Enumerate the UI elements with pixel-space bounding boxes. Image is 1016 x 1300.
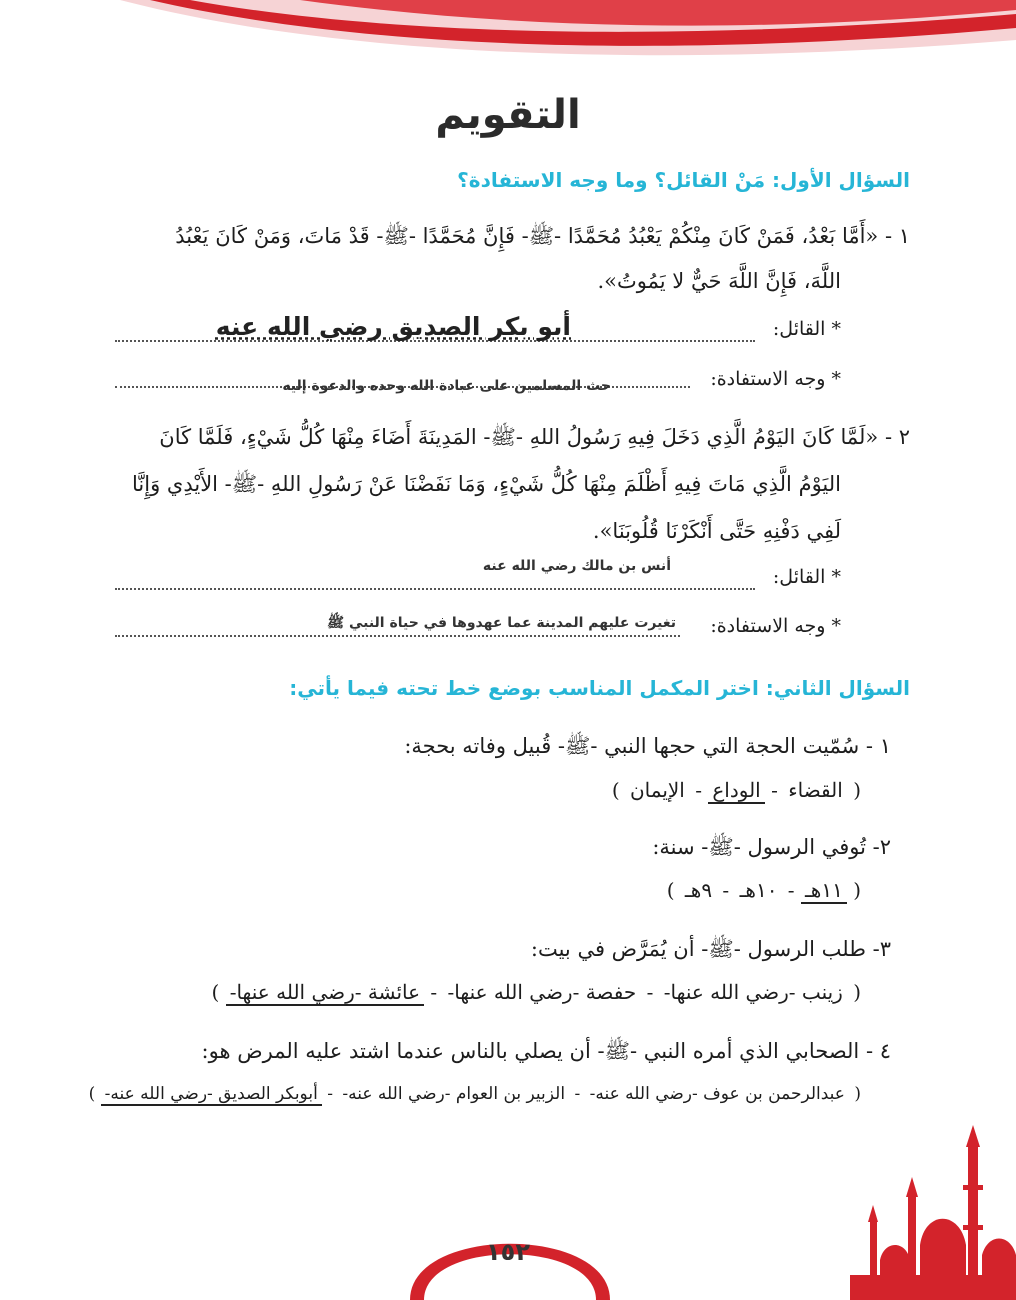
q1-heading: السؤال الأول: مَنْ القائل؟ وما وجه الاستفادة؟ — [457, 168, 910, 192]
q1-item1-speaker-label: * القائل: — [772, 318, 841, 340]
q1-item2-line1: ٢ - «لَمَّا كَانَ اليَوْمُ الَّذِي دَخَلَ فِيهِ رَسُولُ اللهِ -ﷺ- المَدِينَةَ أَضَاءَ مِنْهَا كُلُّ شَيْءٍ، فَلَمَّا كَانَ — [159, 425, 910, 449]
q1-item2-benefit-line — [115, 635, 680, 637]
mosque-silhouette-decoration — [850, 1125, 1016, 1300]
q2-item1-option-selected[interactable]: الوداع — [708, 778, 764, 804]
q2-item1-option[interactable]: الإيمان — [629, 778, 685, 802]
q1-item2-line3: لَفِي دَفْنِهِ حَتَّى أَنْكَرْنَا قُلُوبَنَا». — [592, 519, 841, 543]
q2-item2-option[interactable]: ٩هـ — [684, 878, 713, 902]
q2-item2-option[interactable]: ١٠هـ — [739, 878, 778, 902]
q2-item1-text: ١ - سُمّيت الحجة التي حجها النبي -ﷺ- قُبيل وفاته بحجة: — [404, 734, 891, 758]
q2-item3-option[interactable]: زينب -رضي الله عنها- — [663, 980, 843, 1004]
q2-item3-option[interactable]: حفصة -رضي الله عنها- — [447, 980, 637, 1004]
q2-item1-options: ( الإيمان - الوداع - القضاء ) — [611, 778, 861, 802]
q1-item1-line2: اللَّهَ، فَإِنَّ اللَّهَ حَيٌّ لا يَمُوتُ». — [597, 269, 841, 293]
q1-item2-benefit-answer: تغيرت عليهم المدينة عما عهدوها في حياة النبي ﷺ — [327, 615, 676, 631]
q1-item1-line1: ١ - «أَمَّا بَعْدُ، فَمَنْ كَانَ مِنْكُمْ يَعْبُدُ مُحَمَّدًا -ﷺ- فَإِنَّ مُحَمَّدًا -ﷺ- قَدْ مَاتَ، وَمَنْ كَانَ يَعْبُدُ — [175, 224, 910, 248]
q2-item4-text: ٤ - الصحابي الذي أمره النبي -ﷺ- أن يصلي بالناس عندما اشتد عليه المرض هو: — [201, 1039, 891, 1063]
q1-item2-speaker-line — [115, 588, 755, 590]
q2-item3-text: ٣- طلب الرسول -ﷺ- أن يُمَرَّض في بيت: — [530, 937, 891, 961]
q2-item2-option-selected[interactable]: ١١هـ — [801, 878, 847, 904]
q1-item2-speaker-answer: أنس بن مالك رضي الله عنه — [482, 558, 671, 574]
q2-item3-option-selected[interactable]: عائشة -رضي الله عنها- — [226, 980, 424, 1006]
q2-item2-options: ( ٩هـ - ١٠هـ - ١١هـ ) — [666, 878, 861, 902]
top-swoosh-decoration — [0, 0, 1016, 90]
q1-item2-benefit-label: * وجه الاستفادة: — [710, 615, 841, 637]
q2-item4-options: ( أبوبكر الصديق -رضي الله عنه- - الزبير بن العوام -رضي الله عنه- - عبدالرحمن بن عوف -رضي الله عنه- ) — [88, 1084, 861, 1104]
q2-item4-option[interactable]: عبدالرحمن بن عوف -رضي الله عنه- — [589, 1084, 845, 1104]
page-title: التقويم — [435, 92, 581, 138]
q2-item3-options: ( عائشة -رضي الله عنها- - حفصة -رضي الله عنها- - زينب -رضي الله عنها- ) — [211, 980, 861, 1004]
page-number: ١٥٢ — [486, 1238, 530, 1266]
q2-item2-text: ٢- تُوفي الرسول -ﷺ- سنة: — [652, 835, 891, 859]
q1-item2-speaker-label: * القائل: — [772, 566, 841, 588]
q1-item1-benefit-answer: حث المسلمين على عبادة الله وحده والدعوة إليه — [282, 378, 611, 394]
q1-item2-line2: اليَوْمُ الَّذِي مَاتَ فِيهِ أَظْلَمَ مِنْهَا كُلُّ شَيْءٍ، وَمَا نَفَضْنَا عَنْ رَسُولِ اللهِ -ﷺ- الأَيْدِي وَإِنَّا — [132, 472, 841, 496]
q2-item1-option[interactable]: القضاء — [788, 778, 843, 802]
q1-item1-benefit-label: * وجه الاستفادة: — [710, 368, 841, 390]
q2-item4-option-selected[interactable]: أبوبكر الصديق -رضي الله عنه- — [101, 1084, 322, 1106]
q1-item1-speaker-answer: أبو بكر الصديق رضي الله عنه — [215, 312, 571, 341]
q2-heading: السؤال الثاني: اختر المكمل المناسب بوضع خط تحته فيما يأتي: — [289, 676, 910, 700]
q2-item4-option[interactable]: الزبير بن العوام -رضي الله عنه- — [342, 1084, 566, 1104]
